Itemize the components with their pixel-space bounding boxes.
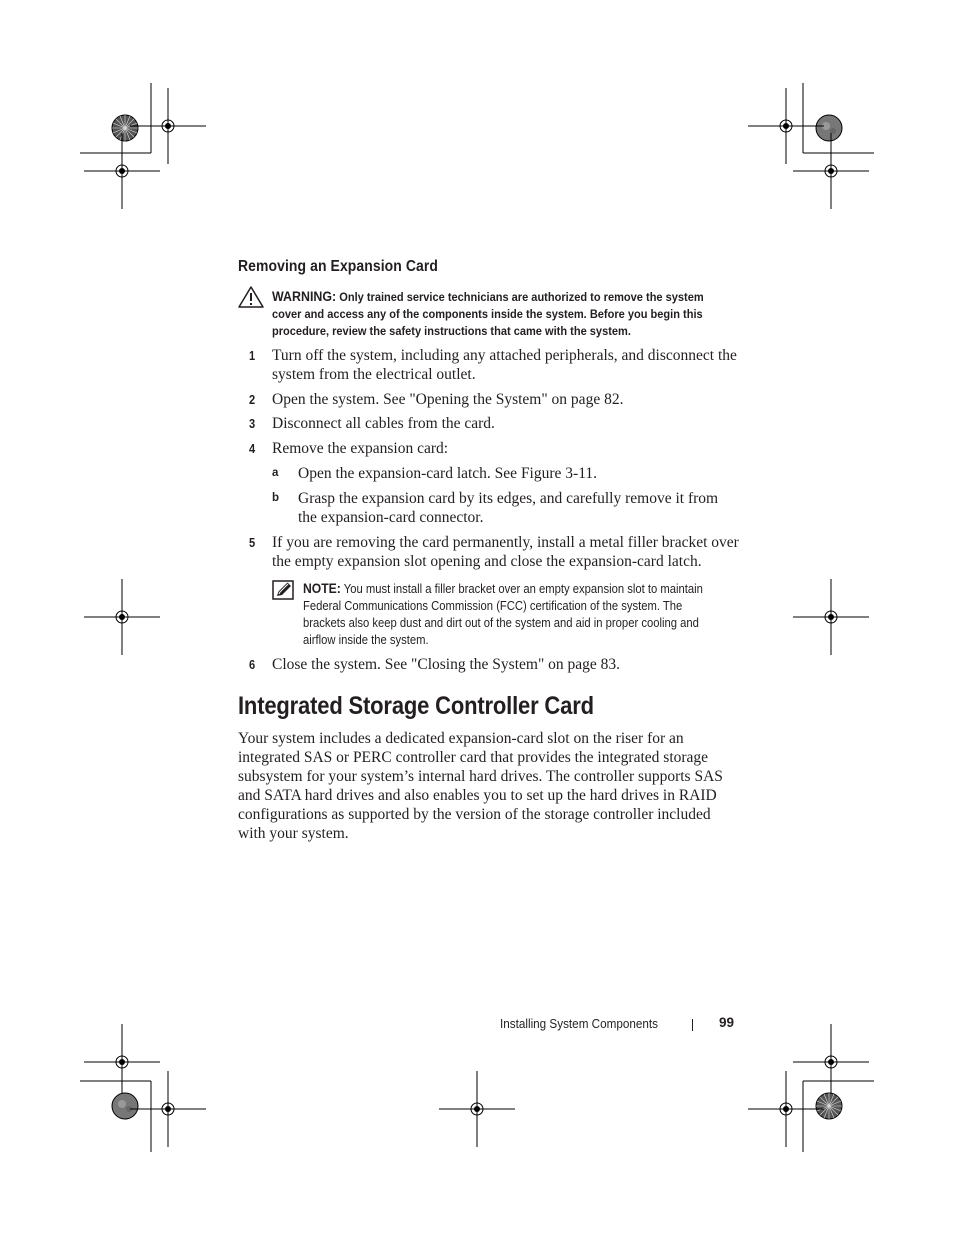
step-number: 1	[249, 348, 256, 363]
warning-body: Only trained service technicians are authorized to remove the system cover and access any of the components inside the system. Before you begin this procedure, review the safety instructions that came with the system.	[272, 290, 704, 338]
step-text: If you are removing the card permanently, install a metal filler bracket over the empty expansion slot opening and close the expansion-card latch.	[272, 534, 739, 570]
section-title: Removing an Expansion Card	[238, 258, 439, 275]
page-number: 99	[719, 1015, 735, 1030]
step-number: 6	[249, 657, 256, 672]
step-text: Open the system. See "Opening the System" on page 82.	[272, 391, 624, 408]
note-message	[303, 580, 726, 649]
step-number: 3	[249, 416, 256, 431]
body-paragraph: Your system includes a dedicated expansion-card slot on the riser for an integrated SAS or PERC controller card that provides the integrated storage subsystem for your system’s internal hard drives. The controller supports SAS and SATA hard drives and also enables you to set up the hard drives in RAID configurations as supported by the version of the storage controller included with your system.	[238, 730, 723, 842]
substep-text: Open the expansion-card latch. See Figure 3-11.	[298, 465, 597, 482]
step-text: Turn off the system, including any attached peripherals, and disconnect the system from the electrical outlet.	[272, 347, 737, 383]
step-text: Close the system. See "Closing the System" on page 83.	[272, 656, 621, 673]
main-heading: Integrated Storage Controller Card	[238, 692, 594, 720]
note-body: You must install a filler bracket over an empty expansion slot to maintain Federal Communications Commission (FCC) certification of the system. The brackets also keep dust and dirt out of the system and aid in proper cooling and airflow inside the system.	[303, 582, 703, 647]
warning-triangle-icon	[238, 286, 264, 308]
note-label: NOTE:	[303, 581, 341, 596]
warning-label: WARNING:	[272, 289, 337, 304]
step-text: Remove the expansion card:	[272, 440, 449, 457]
step-text: Disconnect all cables from the card.	[272, 415, 495, 432]
footer-separator	[692, 1019, 693, 1031]
footer-section-name: Installing System Components	[500, 1016, 659, 1031]
warning-message	[272, 288, 714, 340]
substep-text: Grasp the expansion card by its edges, and carefully remove it from the expansion-card connector.	[298, 490, 719, 526]
step-number: 5	[249, 535, 256, 550]
substep-letter: a	[272, 467, 279, 479]
step-number: 2	[249, 392, 256, 407]
note-pencil-icon	[272, 580, 294, 600]
step-number: 4	[249, 441, 256, 456]
substep-letter: b	[272, 492, 280, 504]
